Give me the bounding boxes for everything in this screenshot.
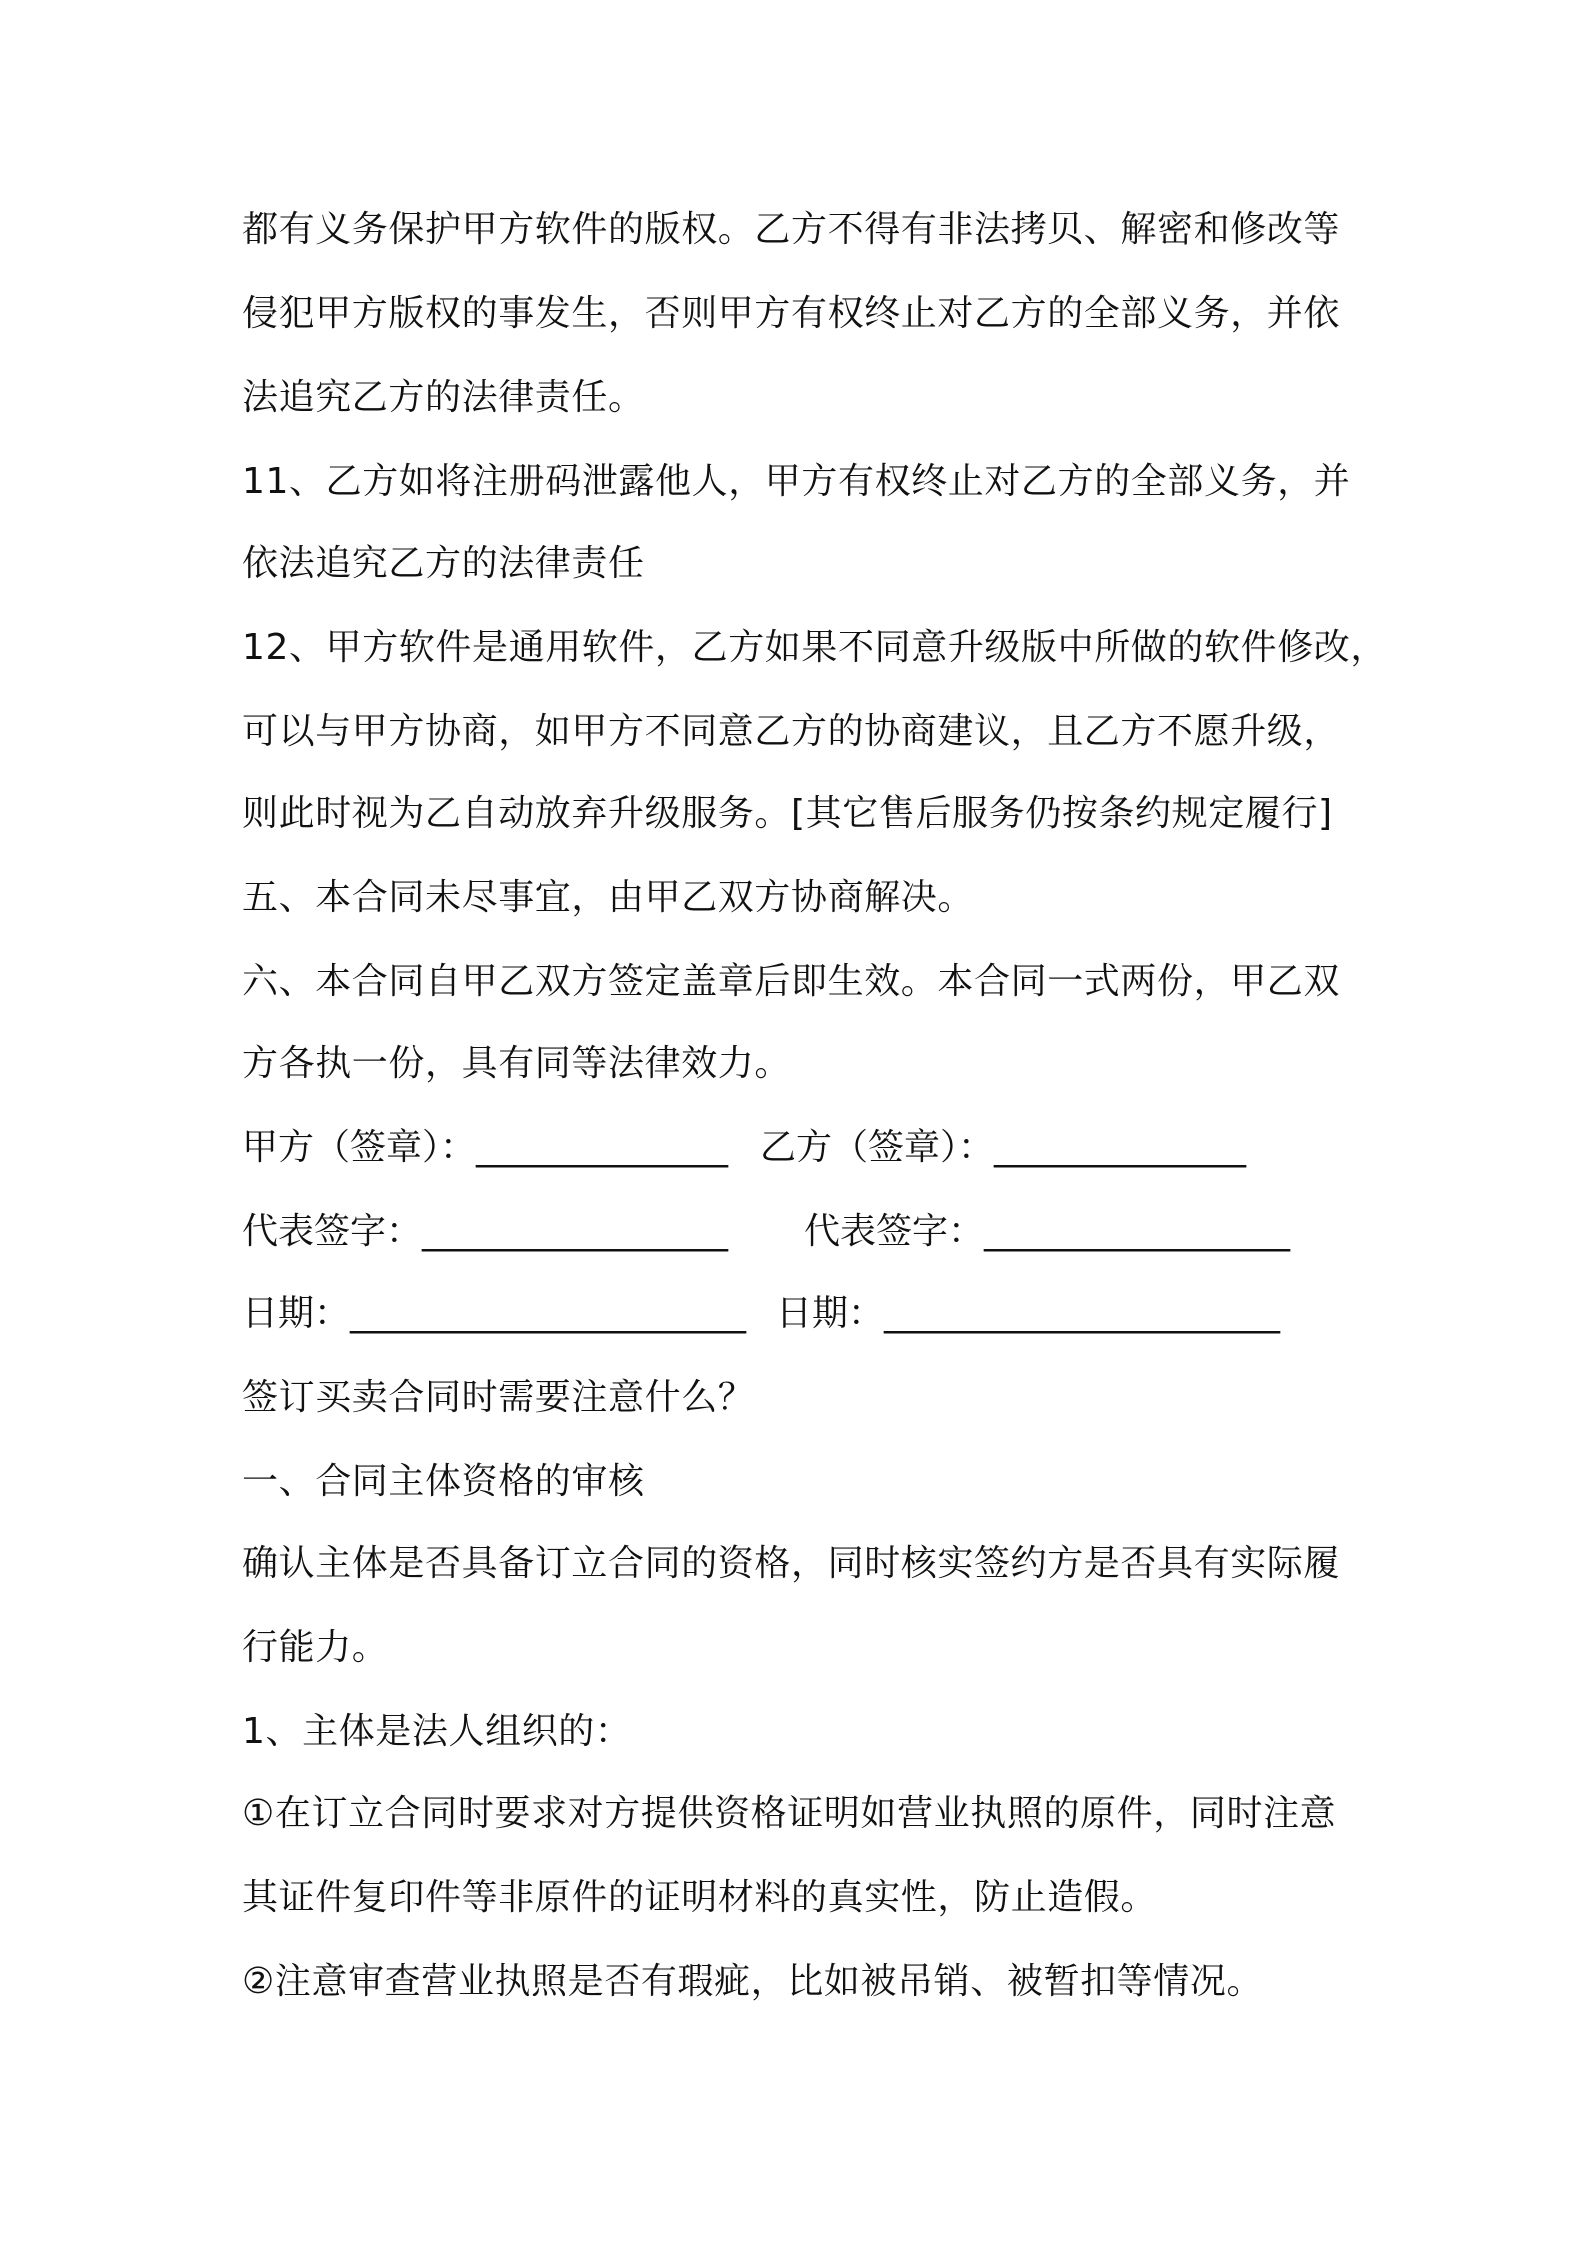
party-b-representative-field: 代表签字：_________________	[804, 1211, 1291, 1252]
signature-row-seal	[242, 1124, 1362, 1172]
paragraph-line: 行能力。	[242, 1627, 389, 1668]
party-a-representative-field: 代表签字：_________________	[242, 1211, 729, 1252]
party-a-seal-field: 甲方（签章）：______________	[242, 1127, 729, 1168]
party-b-seal-field: 乙方（签章）：______________	[760, 1127, 1247, 1168]
article-6-line: 六、本合同自甲乙双方签定盖章后即生效。本合同一式两份，甲乙双	[242, 961, 1341, 1002]
list-item: ②注意审查营业执照是否有瑕疵，比如被吊销、被暂扣等情况。	[242, 1961, 1264, 2002]
signature-row-representative	[242, 1208, 1362, 1256]
article-6-line: 方各执一份，具有同等法律效力。	[242, 1043, 792, 1084]
section-subheading: 一、合同主体资格的审核	[242, 1461, 645, 1502]
paragraph-line: 都有义务保护甲方软件的版权。乙方不得有非法拷贝、解密和修改等	[242, 209, 1341, 250]
list-heading: 1、主体是法人组织的：	[242, 1711, 632, 1752]
clause-12-line: 12、甲方软件是通用软件，乙方如果不同意升级版中所做的软件修改，	[242, 627, 1388, 668]
paragraph-line: 法追究乙方的法律责任。	[242, 377, 645, 418]
party-a-date-field: 日期：______________________	[242, 1293, 747, 1334]
party-b-date-field: 日期：______________________	[776, 1293, 1281, 1334]
paragraph-line: 确认主体是否具备订立合同的资格，同时核实签约方是否具有实际履	[242, 1543, 1341, 1584]
clause-11-line: 依法追究乙方的法律责任	[242, 543, 645, 584]
clause-12-line: 则此时视为乙自动放弃升级服务。[其它售后服务仍按条约规定履行]	[242, 793, 1333, 834]
list-item: 其证件复印件等非原件的证明材料的真实性，防止造假。	[242, 1877, 1158, 1918]
section-heading: 签订买卖合同时需要注意什么？	[242, 1377, 755, 1418]
article-5-line: 五、本合同未尽事宜，由甲乙双方协商解决。	[242, 877, 975, 918]
signature-row-date	[242, 1290, 1362, 1338]
clause-11-line: 11、乙方如将注册码泄露他人，甲方有权终止对乙方的全部义务，并	[242, 461, 1351, 502]
list-item: ①在订立合同时要求对方提供资格证明如营业执照的原件，同时注意	[242, 1793, 1337, 1834]
paragraph-line: 侵犯甲方版权的事发生，否则甲方有权终止对乙方的全部义务，并依	[242, 293, 1341, 334]
clause-12-line: 可以与甲方协商，如甲方不同意乙方的协商建议，且乙方不愿升级，	[242, 711, 1341, 752]
